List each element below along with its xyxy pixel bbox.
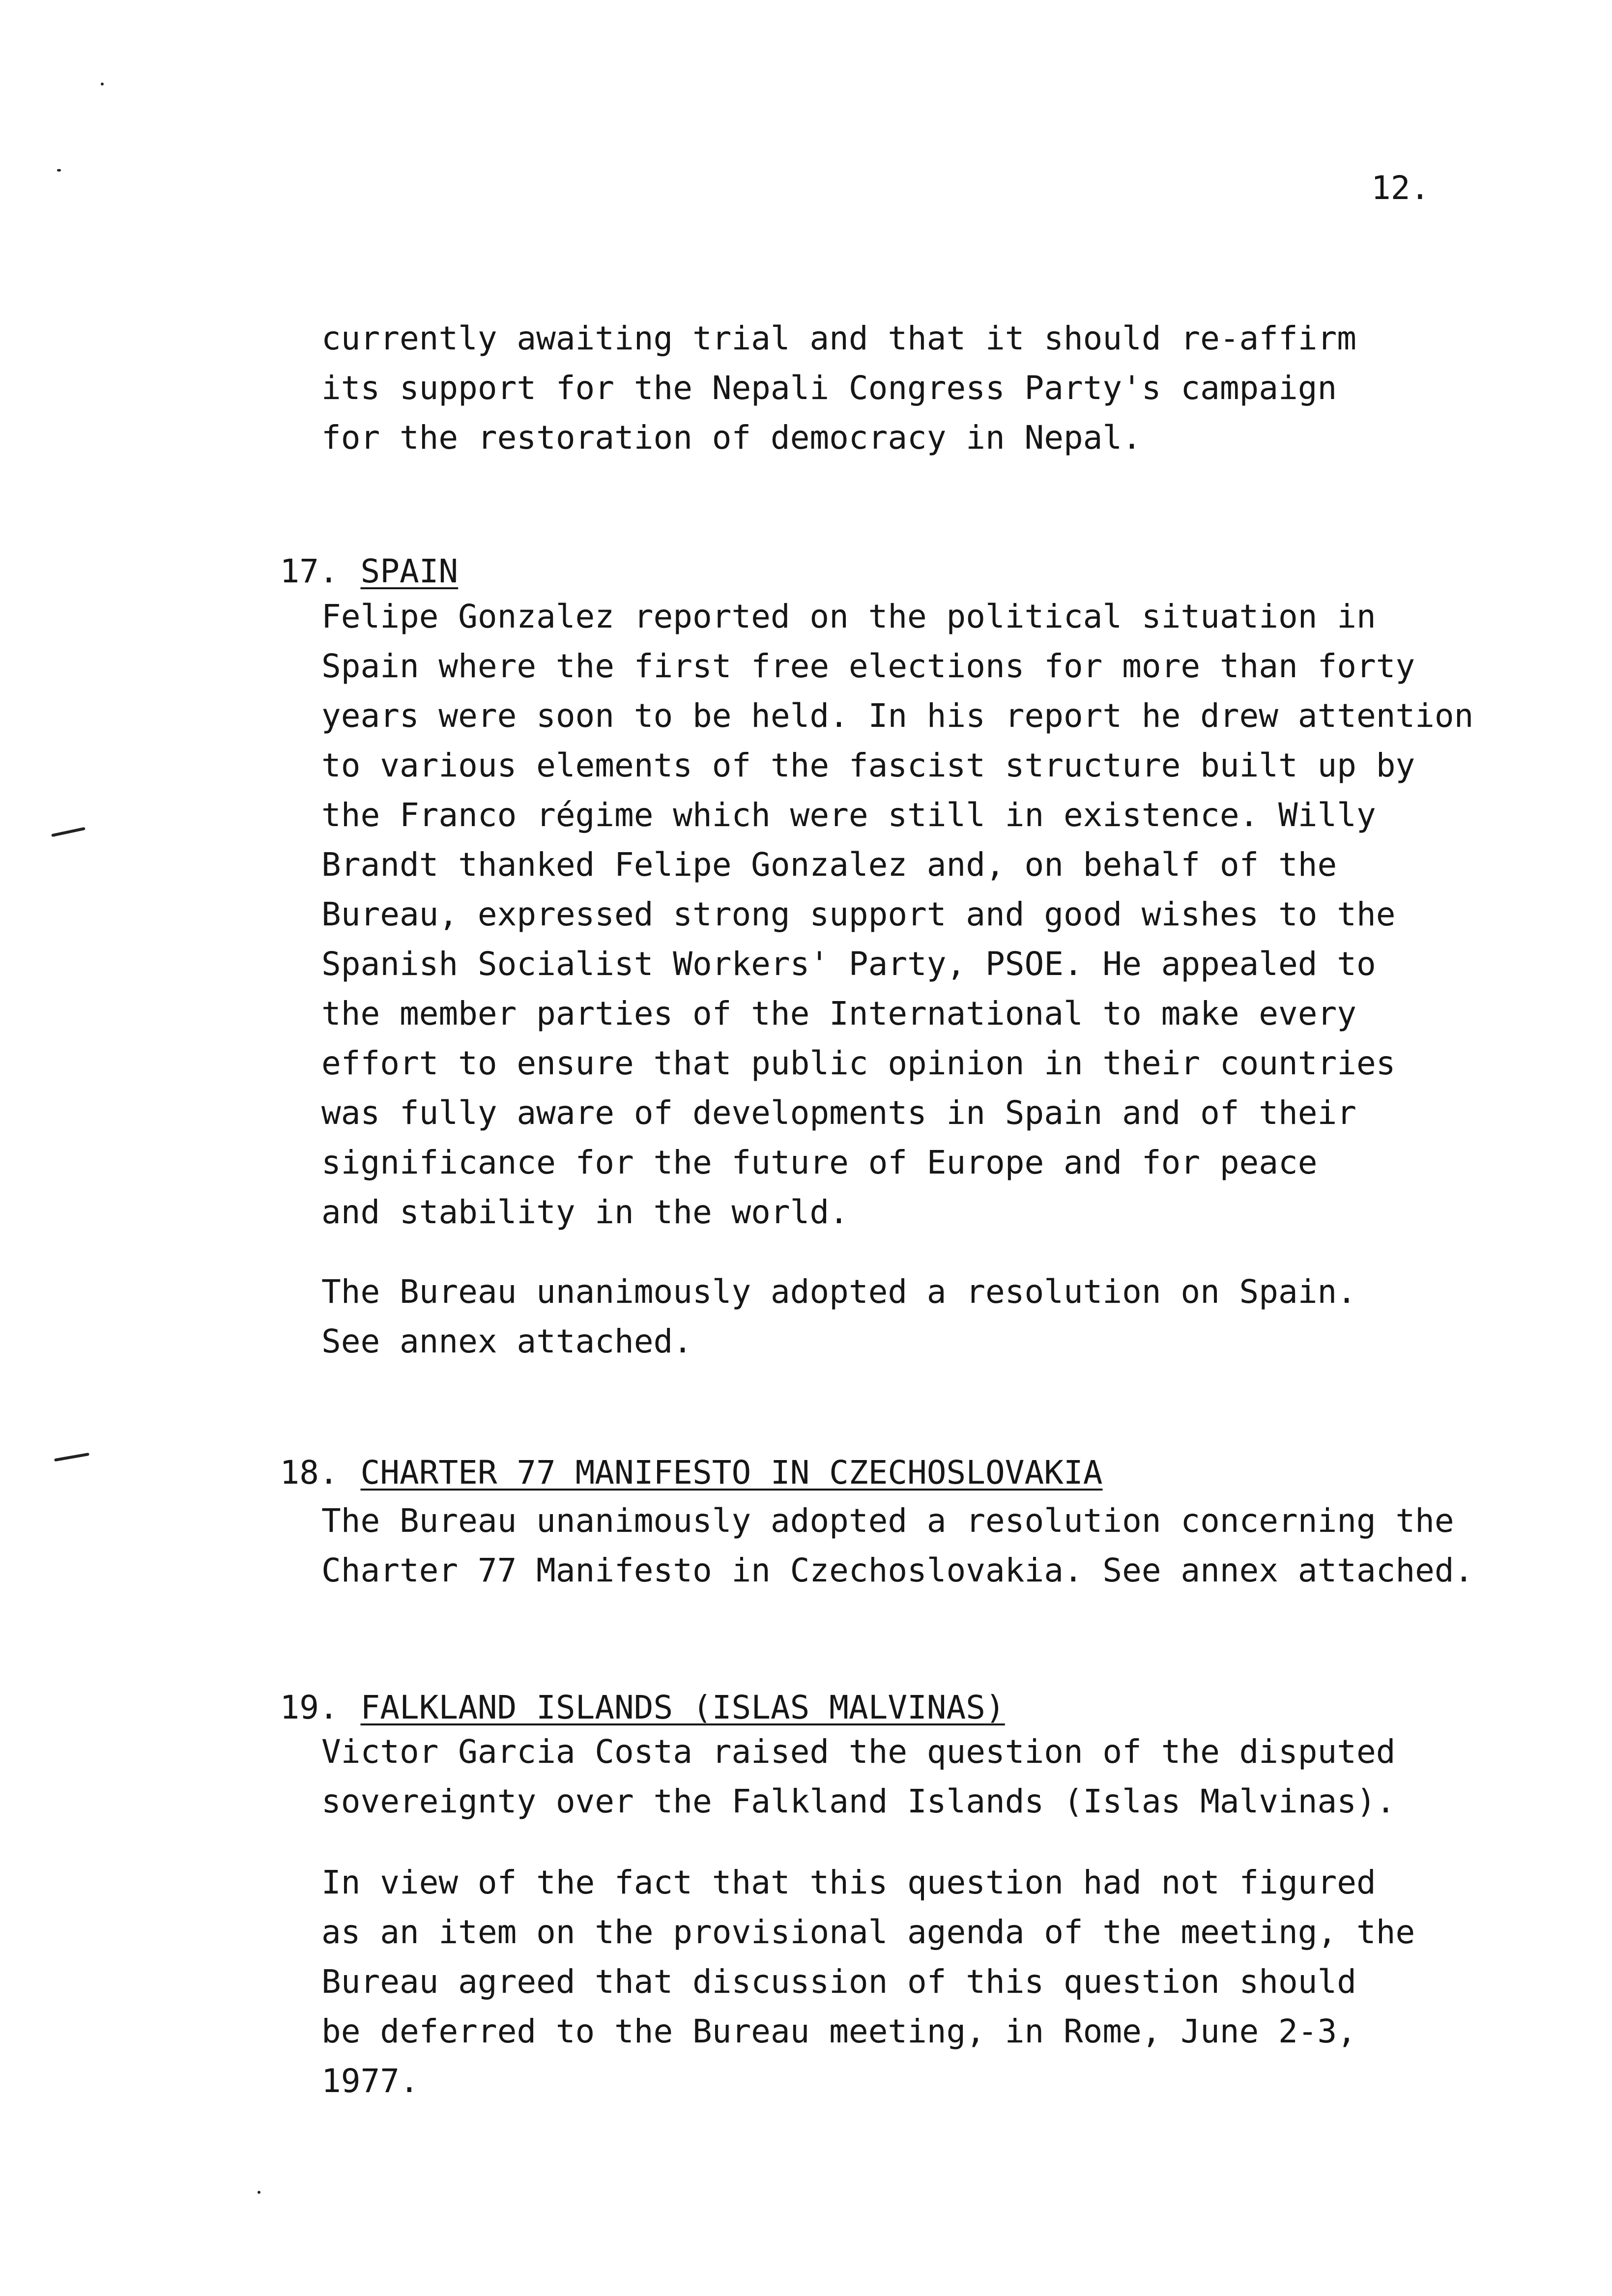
- section-paragraph: Felipe Gonzalez reported on the political situation in Spain where the first free elections for more than forty years were soon to be held. In his report he drew attention to various elements of the fascist structure built up by the Franco régime which were still in existence. Willy Brandt thanked Felipe Gonzalez and, on behalf of the Bureau, expressed strong support and good wishes to the Spanish Socialist Workers' Party, PSOE. He appealed to the member parties of the International to make every effort to ensure that public opinion in their countries was fully aware of developments in Spain and of their significance for the future of Europe and for peace and stability in the world.: [321, 598, 1474, 1231]
- section-title: FALKLAND ISLANDS (ISLAS MALVINAS): [360, 1689, 1005, 1726]
- section-title: SPAIN: [360, 552, 459, 590]
- scan-speck: [101, 83, 104, 86]
- margin-mark: [51, 827, 86, 837]
- section-paragraph: In view of the fact that this question had not figured as an item on the provisional agenda of the meeting, the Bureau agreed that discussion of this question should be deferred to the Bureau meeting, in Rome, June 2-3, 1977.: [321, 1864, 1415, 2100]
- margin-mark: [54, 1453, 89, 1462]
- scan-speck: [258, 2191, 260, 2194]
- section-paragraph: Victor Garcia Costa raised the question of the disputed sovereignty over the Falkland Islands (Islas Malvinas).: [321, 1733, 1396, 1820]
- section-heading-spain: [241, 523, 458, 588]
- section-heading-falkland-islands: [241, 1659, 1005, 1724]
- page-number: 12.: [1371, 169, 1430, 207]
- section-number: 19.: [280, 1689, 339, 1726]
- section-title: CHARTER 77 MANIFESTO IN CZECHOSLOVAKIA: [360, 1454, 1103, 1492]
- section-heading-charter-77: [241, 1424, 1103, 1492]
- section-number: 18.: [280, 1454, 339, 1492]
- section-paragraph: The Bureau unanimously adopted a resolution on Spain. See annex attached.: [321, 1273, 1356, 1360]
- section-paragraph: The Bureau unanimously adopted a resolution concerning the Charter 77 Manifesto in Czechoslovakia. See annex attached.: [321, 1502, 1474, 1589]
- scan-speck: [57, 169, 61, 172]
- intro-paragraph: currently awaiting trial and that it should re-affirm its support for the Nepali Congress Party's campaign for the restoration of democracy in Nepal.: [321, 319, 1356, 457]
- section-number: 17.: [280, 552, 339, 590]
